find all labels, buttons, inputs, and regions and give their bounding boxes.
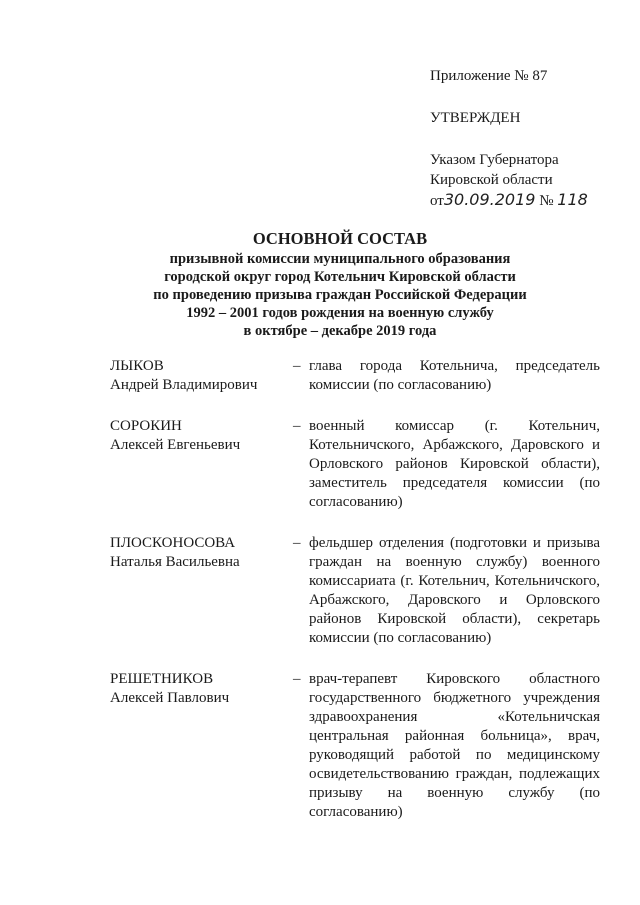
document-title-block: [60, 228, 620, 340]
dash-separator: –: [293, 418, 301, 434]
document-title: ОСНОВНОЙ СОСТАВ: [252, 229, 428, 248]
document-subtitle-line: городской округ город Котельнич Кировской области: [164, 269, 516, 285]
decree-reference: [430, 150, 630, 211]
member-role: фельдшер отделения (подготовки и призыва граждан на военную службу) военного комиссариата (г. Котельнич, Котельничского, Арбажского, Даровского и Орловского районов Кировской области), секретарь комиссии (по согласованию): [309, 535, 600, 646]
dash-separator: –: [293, 535, 301, 551]
appendix-number: Приложение № 87: [430, 68, 548, 84]
member-role: военный комиссар (г. Котельнич, Котельничского, Арбажского, Даровского и Орловского районов Кировской области), заместитель председателя комиссии (по согласованию): [309, 418, 600, 510]
commission-member-list: [110, 357, 600, 822]
member-name: [110, 670, 293, 822]
member-name: [110, 357, 293, 395]
member-surname: ЛЫКОВ: [110, 358, 164, 374]
date-prefix: от: [430, 193, 444, 209]
member-entry: [110, 534, 600, 648]
approval-block: [430, 66, 630, 211]
decree-date-line: [430, 190, 630, 211]
number-prefix: №: [539, 193, 554, 209]
member-name: [110, 534, 293, 648]
decree-line: Кировской области: [430, 172, 553, 188]
member-entry: [110, 417, 600, 512]
approved-stamp-text: УТВЕРЖДЕН: [430, 110, 521, 126]
decree-line: Указом Губернатора: [430, 152, 559, 168]
member-role: врач-терапевт Кировского областного государственного бюджетного учреждения здравоохранения «Котельничская центральная районная больница», врач, руководящий работой по медицинскому освидетельствованию граждан, подлежащих призыву на военную службу (по согласованию): [309, 671, 600, 820]
dash-separator: –: [293, 671, 301, 687]
member-name: [110, 417, 293, 512]
member-surname: СОРОКИН: [110, 418, 182, 434]
dash-separator: –: [293, 358, 301, 374]
member-entry: [110, 357, 600, 395]
member-given-name: Андрей Владимирович: [110, 377, 258, 393]
handwritten-number: 118: [557, 190, 588, 209]
member-given-name: Алексей Павлович: [110, 690, 230, 706]
member-given-name: Алексей Евгеньевич: [110, 437, 241, 453]
member-entry: [110, 670, 600, 822]
document-subtitle-line: в октябре – декабре 2019 года: [243, 323, 437, 339]
member-surname: ПЛОСКОНОСОВА: [110, 535, 236, 551]
handwritten-date: 30.09.2019: [443, 190, 536, 209]
member-surname: РЕШЕТНИКОВ: [110, 671, 214, 687]
member-role: глава города Котельнича, председатель комиссии (по согласованию): [309, 358, 600, 393]
document-subtitle-line: призывной комиссии муниципального образования: [169, 251, 511, 267]
document-subtitle-line: 1992 – 2001 годов рождения на военную службу: [186, 305, 494, 321]
document-subtitle-line: по проведению призыва граждан Российской Федерации: [153, 287, 527, 303]
member-given-name: Наталья Васильевна: [110, 554, 240, 570]
